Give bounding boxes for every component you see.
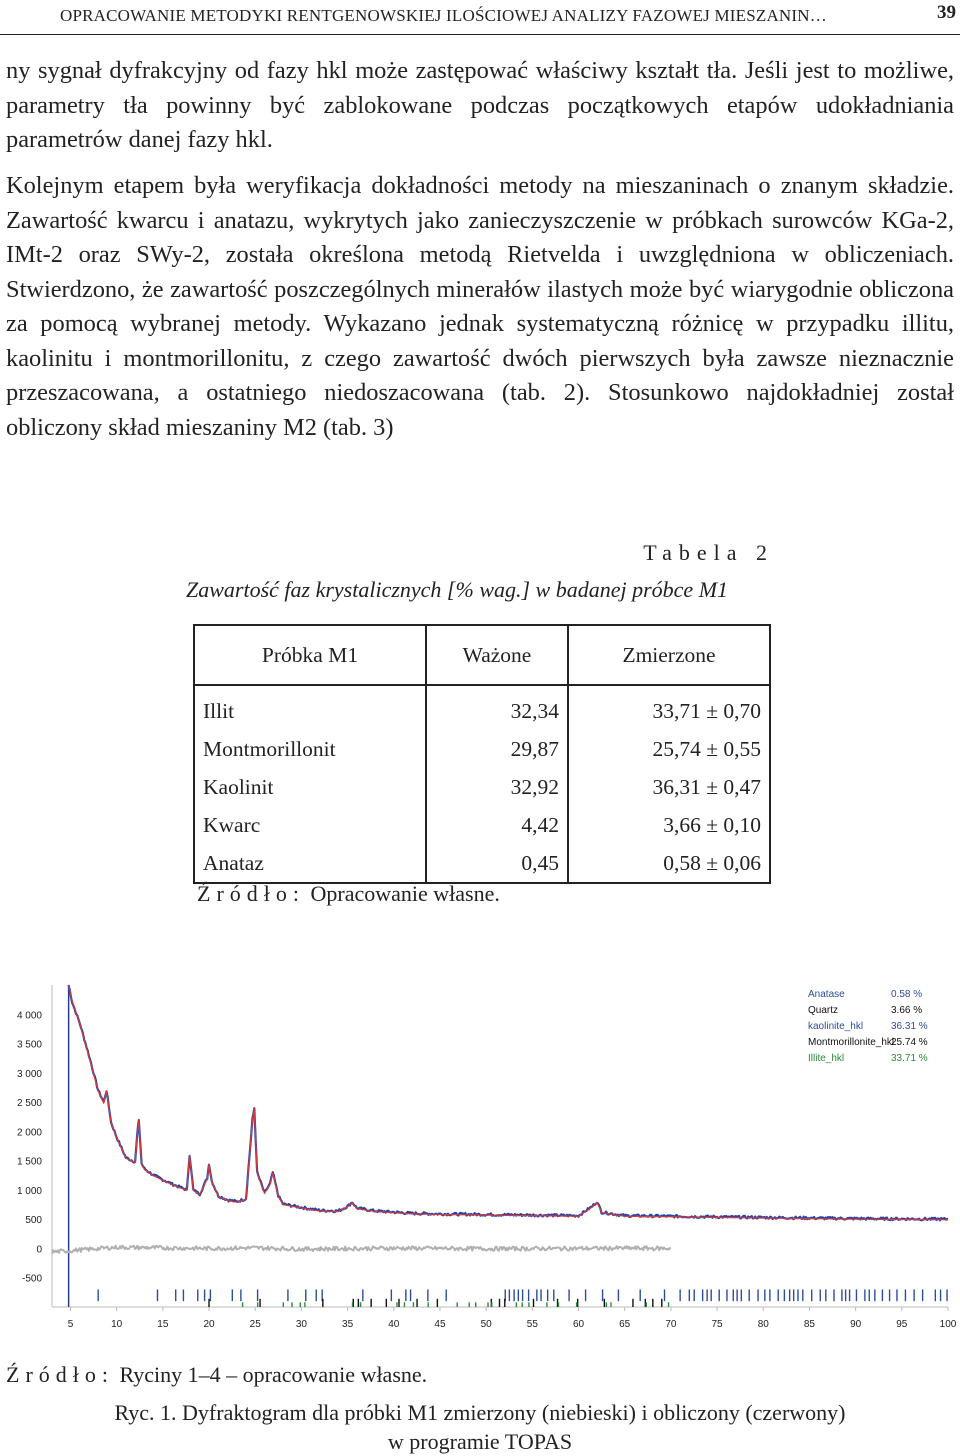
x-tick-label: 20	[203, 1319, 215, 1330]
x-tick-label: 100	[939, 1319, 957, 1330]
x-tick-label: 5	[67, 1319, 74, 1330]
table-cell: Kaolinit	[194, 768, 426, 806]
table-source	[197, 881, 500, 907]
x-tick-label: 75	[711, 1319, 723, 1330]
x-tick-label: 65	[619, 1319, 631, 1330]
source-text: Opracowanie własne.	[305, 881, 500, 906]
x-tick-label: 40	[388, 1319, 400, 1330]
table-cell: 32,34	[426, 685, 568, 730]
composition-table	[193, 624, 771, 884]
figure-caption-line: w programie TOPAS	[387, 1429, 573, 1454]
legend-phase-value: 0.58 %	[891, 989, 923, 1000]
source-label: Źródło:	[6, 1362, 114, 1387]
header-title: OPRACOWANIE METODYKI RENTGENOWSKIEJ ILOŚCIOWEJ ANALIZY FAZOWEJ MIESZANIN…	[60, 6, 827, 25]
figure-caption	[0, 1398, 960, 1456]
y-tick-label: 500	[25, 1215, 42, 1227]
table-cell: 0,45	[426, 844, 568, 883]
table-cell: 33,71 ± 0,70	[568, 685, 770, 730]
source-text: Ryciny 1–4 – opracowanie własne.	[114, 1362, 428, 1387]
table-cell: Anataz	[194, 844, 426, 883]
x-tick-label: 85	[803, 1319, 816, 1330]
legend-phase-name: Quartz	[808, 1005, 839, 1016]
table-row	[194, 806, 770, 844]
legend-phase-value: 36.31 %	[891, 1021, 928, 1032]
y-tick-label: 3 500	[16, 1039, 42, 1051]
figure-source	[6, 1362, 427, 1388]
x-tick-label: 35	[342, 1319, 354, 1330]
difference-line	[52, 1246, 671, 1254]
figure-caption-line: Ryc. 1. Dyfraktogram dla próbki M1 zmierzony (niebieski) i obliczony (czerwony)	[114, 1400, 846, 1425]
y-tick-label: -500	[21, 1273, 42, 1285]
table-cell: 36,31 ± 0,47	[568, 768, 770, 806]
legend-phase-name: Illite_hkl	[808, 1053, 845, 1064]
x-tick-label: 25	[249, 1319, 261, 1330]
x-tick-label: 30	[295, 1319, 307, 1330]
table-cell: 32,92	[426, 768, 568, 806]
table-caption: Zawartość faz krystalicznych [% wag.] w badanej próbce M1	[186, 577, 729, 602]
table-cell: Kwarc	[194, 806, 426, 844]
table-cell: 4,42	[426, 806, 568, 844]
x-tick-label: 70	[665, 1319, 677, 1330]
x-tick-label: 90	[850, 1319, 862, 1330]
table-cell: 29,87	[426, 730, 568, 768]
y-tick-label: 2 000	[16, 1127, 42, 1139]
table-cell: 3,66 ± 0,10	[568, 806, 770, 844]
chart-svg	[0, 975, 960, 1335]
legend-phase-value: 3.66 %	[891, 1005, 923, 1016]
x-tick-label: 95	[896, 1319, 908, 1330]
y-tick-label: 2 500	[16, 1098, 42, 1110]
source-label: Źródło:	[197, 881, 305, 906]
table-row	[194, 844, 770, 883]
x-tick-label: 80	[757, 1319, 769, 1330]
table-row	[194, 730, 770, 768]
y-tick-label: 1 500	[16, 1156, 42, 1168]
x-tick-label: 50	[480, 1319, 492, 1330]
paragraph-2: Kolejnym etapem była weryfikacja dokładności metody na mieszaninach o znanym składzie. Zawartość kwarcu i anatazu, wykrytych jako zanieczyszczenie w próbkach surowców KGa-2, IMt-2 oraz SWy-2, została określona metodą Rietvelda i uwzględniona w obliczeniach. Stwierdzono, że zawartość poszczególnych minerałów ilastych może być wiarygodnie obliczona za pomocą wybranej metody. Wykazano jednak systematyczną różnicę w przypadku illitu, kaolinitu i montmorillonitu, z czego zawartość dwóch pierwszych była zawsze nieznacznie przeszacowana, a ostatniego niedoszacowana (tab. 2). Stosunkowo najdokładniej został obliczony skład mieszaniny M2 (tab. 3)	[6, 172, 954, 441]
x-tick-label: 60	[572, 1319, 585, 1330]
table-header-cell: Zmierzone	[568, 625, 770, 685]
table-cell: Illit	[194, 685, 426, 730]
x-tick-label: 55	[526, 1319, 538, 1330]
legend-phase-name: kaolinite_hkl	[808, 1021, 864, 1032]
table-header-cell: Próbka M1	[194, 625, 426, 685]
table-cell: 25,74 ± 0,55	[568, 730, 770, 768]
x-tick-label: 45	[434, 1319, 446, 1330]
legend-phase-value: 33.71 %	[891, 1053, 928, 1064]
diffractogram-chart	[0, 975, 960, 1335]
table-header-row	[194, 625, 770, 685]
running-header	[0, 0, 960, 35]
y-tick-label: 1 000	[16, 1185, 42, 1197]
table-row	[194, 768, 770, 806]
table-label: Tabela 2	[643, 540, 774, 565]
x-tick-label: 10	[111, 1319, 123, 1330]
legend-phase-value: 25.74 %	[891, 1037, 928, 1048]
table-header-cell: Ważone	[426, 625, 568, 685]
table-cell: Montmorillonit	[194, 730, 426, 768]
table-cell: 0,58 ± 0,06	[568, 844, 770, 883]
legend-phase-name: Anatase	[808, 989, 845, 1000]
legend-phase-name: Montmorillonite_hkl	[808, 1037, 895, 1048]
page-number: 39	[937, 2, 956, 23]
paragraph-1: ny sygnał dyfrakcyjny od fazy hkl może zastępować właściwy kształt tła. Jeśli jest to możliwe, parametry tła powinny być zablokowane podczas początkowych etapów udokładniania parametrów danej fazy hkl.	[6, 57, 954, 153]
y-tick-label: 3 000	[16, 1068, 42, 1080]
x-tick-label: 15	[157, 1319, 169, 1330]
table-row	[194, 685, 770, 730]
y-tick-label: 0	[36, 1244, 42, 1256]
y-tick-label: 4 000	[16, 1010, 42, 1022]
